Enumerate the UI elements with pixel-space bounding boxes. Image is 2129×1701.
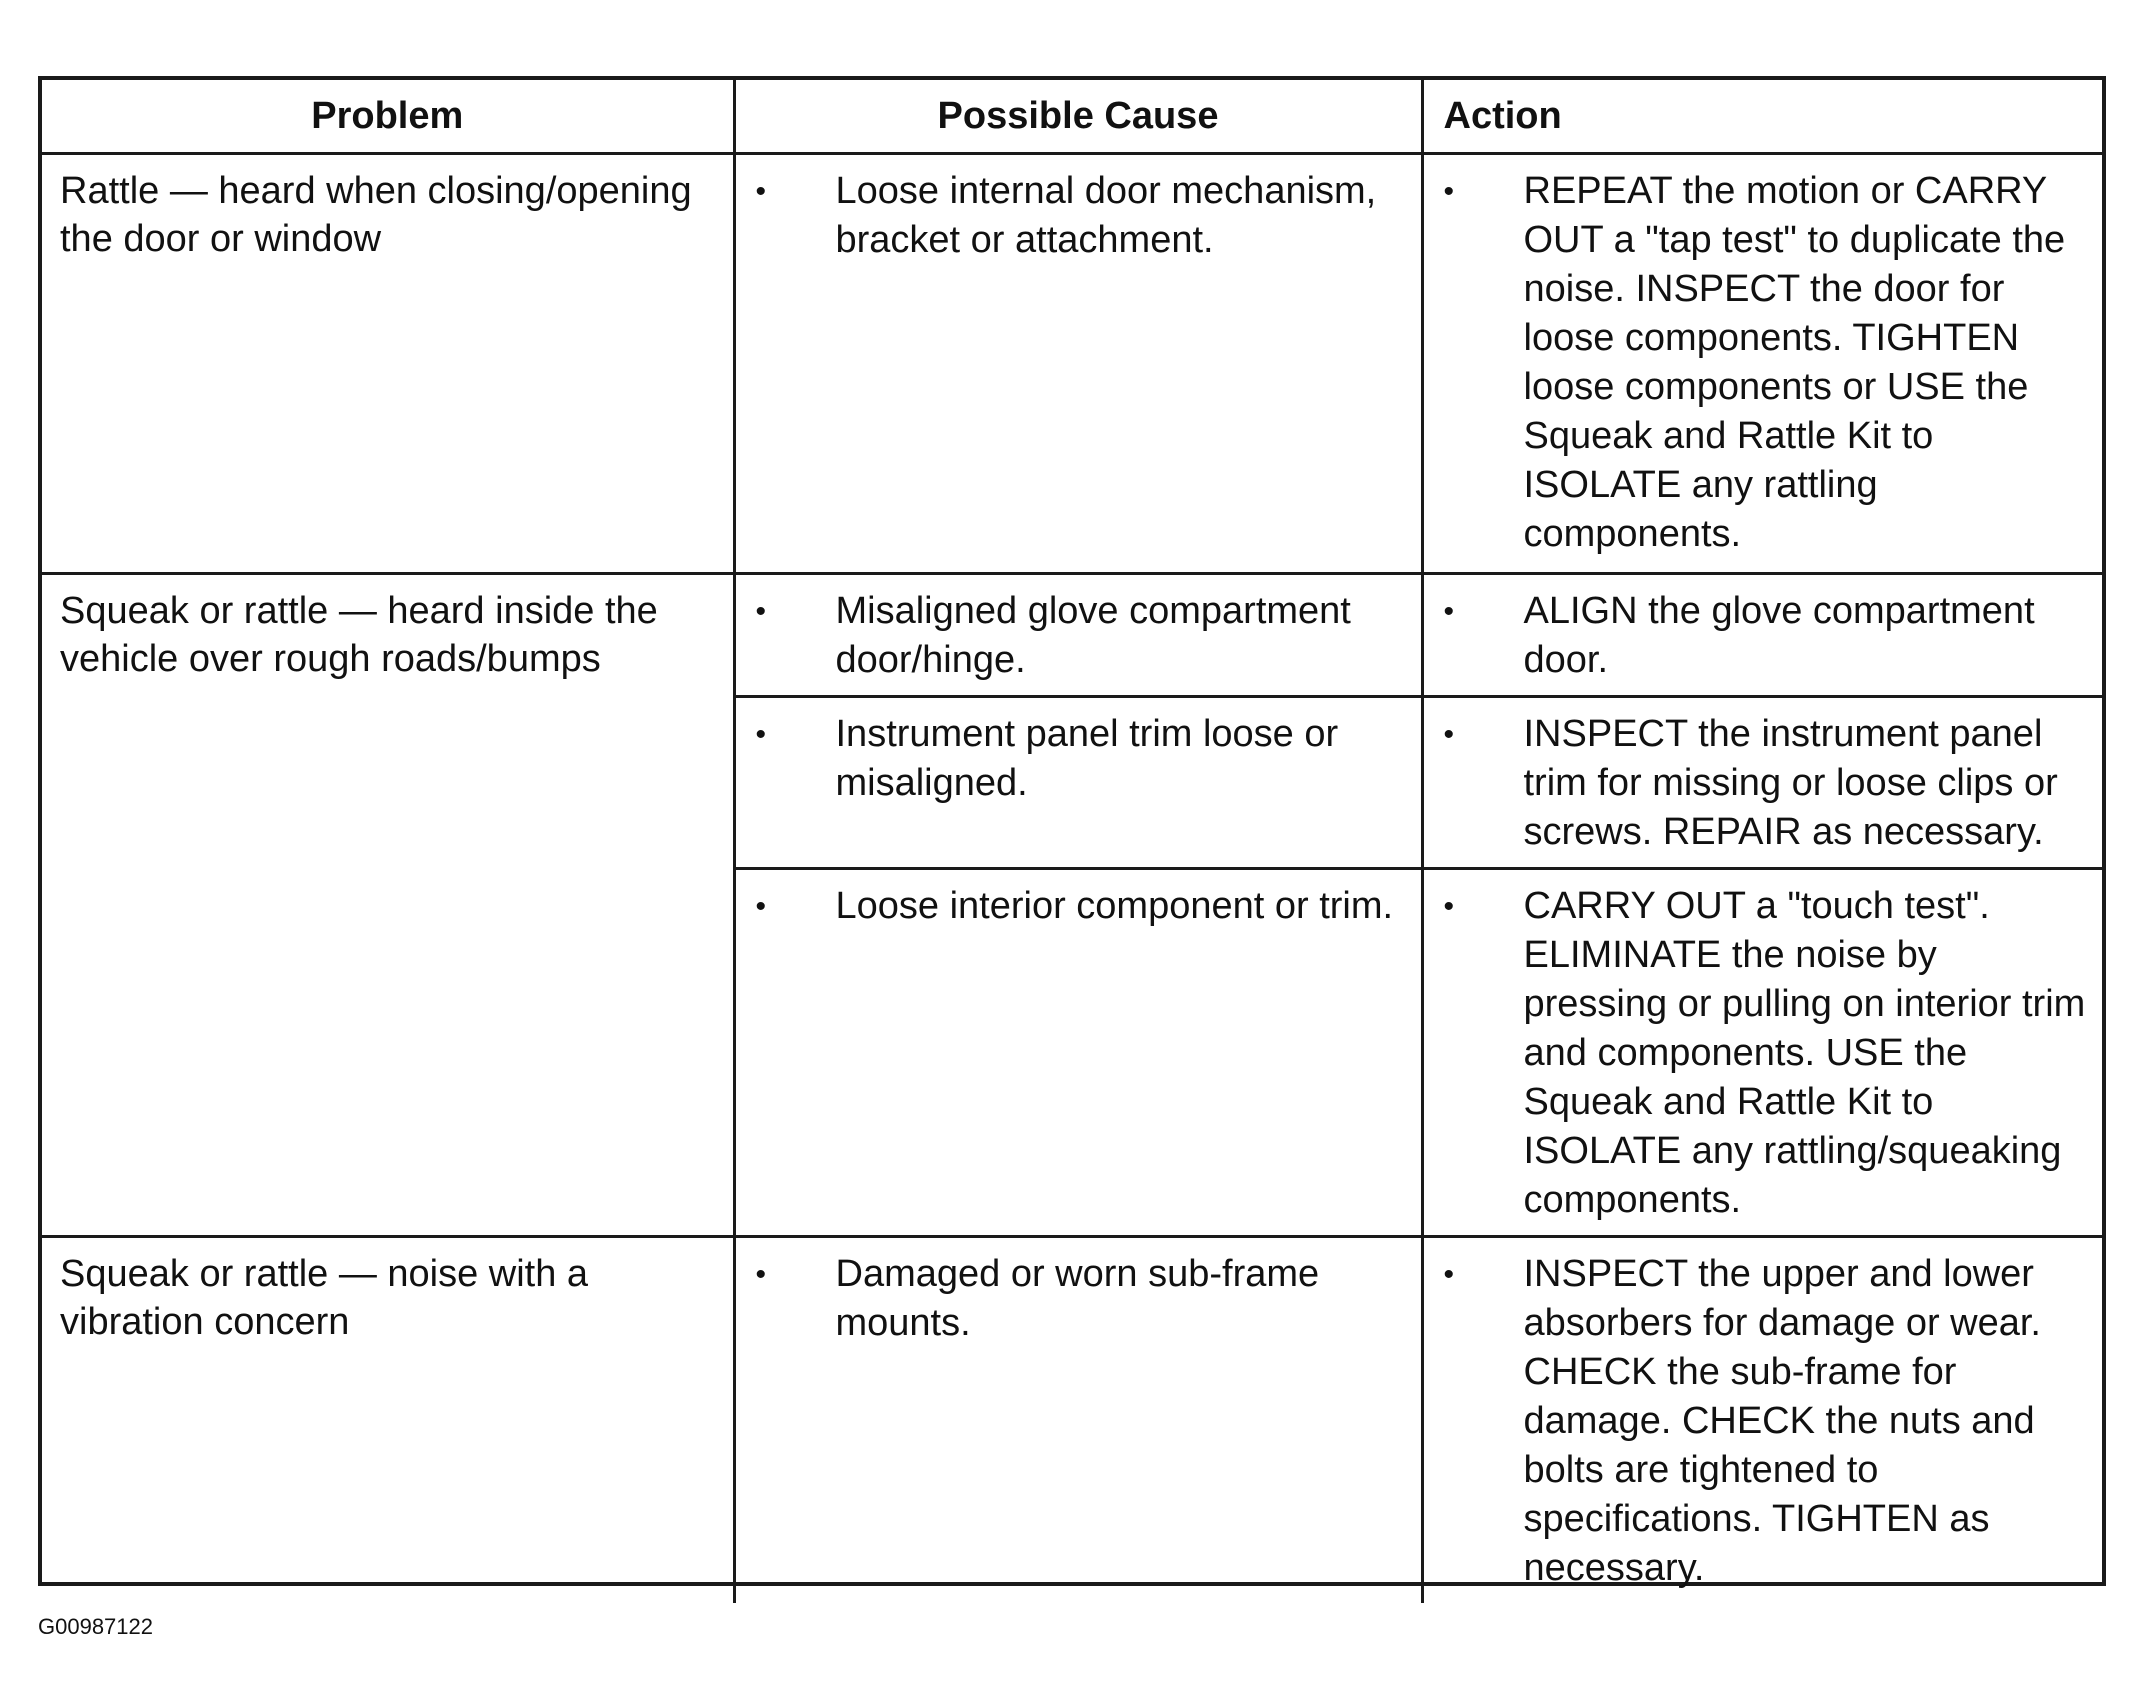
cause-cell: [734, 154, 1422, 574]
header-action: Action: [1422, 80, 2102, 154]
problem-text: Rattle — heard when closing/opening the door or window: [60, 170, 692, 260]
action-cell: [1422, 574, 2102, 697]
cause-cell: [734, 574, 1422, 697]
table-row: [42, 574, 2102, 697]
bullet-icon: •: [1443, 890, 1455, 923]
action-item: [1424, 1238, 2103, 1603]
diagnosis-table-frame: [38, 76, 2106, 1589]
table-row: [42, 1237, 2102, 1604]
header-possible-cause: Possible Cause: [734, 80, 1422, 154]
cause-text: Loose interior component or trim.: [835, 885, 1394, 927]
action-cell: [1422, 869, 2102, 1237]
action-text: REPEAT the motion or CARRY OUT a "tap test" to duplicate the noise. INSPECT the door for loose components. TIGHTEN loose components or USE the Squeak and Rattle Kit to ISOLATE any rattling components.: [1523, 170, 2066, 555]
cause-text: Instrument panel trim loose or misaligned.: [835, 713, 1339, 804]
bullet-icon: •: [1443, 595, 1455, 628]
problem-text: Squeak or rattle — heard inside the vehicle over rough roads/bumps: [60, 590, 658, 680]
cause-text: Misaligned glove compartment door/hinge.: [835, 590, 1351, 681]
problem-cell: [42, 1237, 734, 1604]
bullet-icon: •: [1443, 175, 1455, 208]
bullet-icon: •: [755, 595, 767, 628]
bullet-icon: •: [755, 718, 767, 751]
bullet-icon: •: [1443, 718, 1455, 751]
cause-item: [736, 155, 1421, 275]
cause-cell: [734, 697, 1422, 869]
table-header-row: [42, 80, 2102, 154]
bullet-icon: •: [755, 890, 767, 923]
action-cell: [1422, 154, 2102, 574]
header-problem: Problem: [42, 80, 734, 154]
cause-item: [736, 575, 1421, 695]
problem-cell: [42, 574, 734, 1237]
action-text: INSPECT the upper and lower absorbers for damage or wear. CHECK the sub-frame for damage. CHECK the nuts and bolts are tightened to specifications. TIGHTEN as necessary.: [1523, 1253, 2041, 1589]
action-text: CARRY OUT a "touch test". ELIMINATE the noise by pressing or pulling on interior trim and components. USE the Squeak and Rattle Kit to ISOLATE any rattling/squeaking components.: [1523, 885, 2086, 1221]
action-item: [1424, 155, 2103, 569]
bullet-icon: •: [1443, 1258, 1455, 1291]
figure-id: G00987122: [38, 1614, 153, 1639]
action-item: [1424, 698, 2103, 867]
action-cell: [1422, 1237, 2102, 1604]
bullet-icon: •: [755, 1258, 767, 1291]
cause-text: Damaged or worn sub-frame mounts.: [835, 1253, 1320, 1344]
action-item: [1424, 575, 2103, 695]
cause-cell: [734, 1237, 1422, 1604]
action-text: INSPECT the instrument panel trim for missing or loose clips or screws. REPAIR as necessary.: [1523, 713, 2058, 853]
bullet-icon: •: [755, 175, 767, 208]
cause-item: [736, 698, 1421, 818]
cause-cell: [734, 869, 1422, 1237]
action-cell: [1422, 697, 2102, 869]
action-text: ALIGN the glove compartment door.: [1523, 590, 2035, 681]
problem-cell: [42, 154, 734, 574]
diagnosis-table: [42, 80, 2102, 1603]
cause-text: Loose internal door mechanism, bracket or attachment.: [835, 170, 1377, 261]
table-row: [42, 154, 2102, 574]
problem-text: Squeak or rattle — noise with a vibration concern: [60, 1253, 589, 1343]
cause-item: [736, 870, 1421, 941]
cause-item: [736, 1238, 1421, 1358]
action-item: [1424, 870, 2103, 1235]
